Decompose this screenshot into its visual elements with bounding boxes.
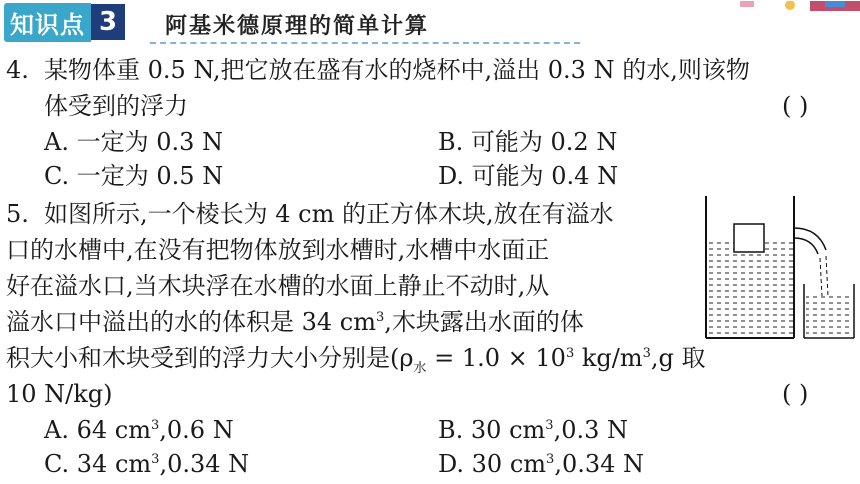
option-text: 可能为 0.2 N xyxy=(470,128,618,156)
q5-line2: 口的水槽中,在没有把物体放到水槽时,水槽中水面正 xyxy=(6,236,550,264)
q5-answer-bracket[interactable]: ( ) xyxy=(782,380,809,408)
option-text: ,0.34 N xyxy=(554,450,645,478)
q5-line5-part3: kg/m xyxy=(574,344,643,372)
q5-line4 xyxy=(6,304,584,340)
option-letter: C. xyxy=(44,162,70,190)
q4-option-c[interactable] xyxy=(44,158,223,194)
q5-option-b[interactable] xyxy=(438,412,628,448)
section-badge xyxy=(4,5,125,39)
option-text: ,0.34 N xyxy=(159,450,250,478)
q4-option-d[interactable] xyxy=(438,158,618,194)
option-letter: B. xyxy=(438,128,464,156)
superscript: 3 xyxy=(151,452,160,467)
option-text: ,0.3 N xyxy=(553,416,628,444)
superscript: 3 xyxy=(565,346,575,361)
q5-line3: 好在溢水口,当木块浮在水槽的水面上静止不动时,从 xyxy=(6,272,550,300)
option-letter: D. xyxy=(438,450,465,478)
q5-line4-part2: ,木块露出水面的体 xyxy=(384,308,584,336)
option-text: ,0.6 N xyxy=(159,416,234,444)
q5-line4-part1: 溢水口中溢出的水的体积是 34 cm xyxy=(6,308,376,336)
superscript: 3 xyxy=(546,452,555,467)
subscript: 水 xyxy=(413,360,427,376)
option-text: 一定为 0.5 N xyxy=(76,162,224,190)
q4-option-a[interactable] xyxy=(44,124,223,160)
overflow-tank-diagram xyxy=(700,192,856,344)
option-letter: B. xyxy=(438,416,464,444)
option-letter: C. xyxy=(44,450,70,478)
q5-option-c[interactable] xyxy=(44,446,249,482)
superscript: 3 xyxy=(545,418,554,433)
superscript: 3 xyxy=(642,346,651,361)
section-label: 知识点 xyxy=(4,3,91,42)
section-number: 3 xyxy=(91,4,125,40)
superscript: 3 xyxy=(150,418,160,433)
title-underline xyxy=(150,42,580,44)
option-text: 30 cm xyxy=(471,450,547,478)
q5-number: 5. xyxy=(6,200,29,228)
q5-option-a[interactable] xyxy=(44,412,234,448)
q4-stem-line2: 体受到的浮力 xyxy=(44,92,188,120)
option-letter: A. xyxy=(44,128,69,156)
q5-option-d[interactable] xyxy=(438,446,644,482)
q4-number: 4. xyxy=(6,56,29,84)
option-letter: A. xyxy=(44,416,69,444)
q5-line5-part1: 积大小和木块受到的浮力大小分别是(ρ xyxy=(6,344,414,372)
option-letter: D. xyxy=(438,162,465,190)
option-text: 64 cm xyxy=(76,416,151,444)
q5-line5-part4: ,g 取 xyxy=(650,344,706,372)
decorative-corner-image xyxy=(730,0,860,14)
q4-stem-line1: 某物体重 0.5 N,把它放在盛有水的烧杯中,溢出 0.3 N 的水,则该物 xyxy=(44,56,750,84)
q4-answer-bracket[interactable]: ( ) xyxy=(782,92,809,120)
option-text: 34 cm xyxy=(76,450,152,478)
section-title: 阿基米德原理的简单计算 xyxy=(165,14,430,39)
option-text: 30 cm xyxy=(470,416,546,444)
q5-line1: 如图所示,一个棱长为 4 cm 的正方体木块,放在有溢水 xyxy=(44,200,614,228)
q5-line5-part2: = 1.0 × 10 xyxy=(426,344,566,372)
q5-line6: 10 N/kg) xyxy=(6,380,113,408)
superscript: 3 xyxy=(376,310,385,325)
option-text: 一定为 0.3 N xyxy=(76,128,224,156)
option-text: 可能为 0.4 N xyxy=(471,162,619,190)
q4-option-b[interactable] xyxy=(438,124,617,160)
